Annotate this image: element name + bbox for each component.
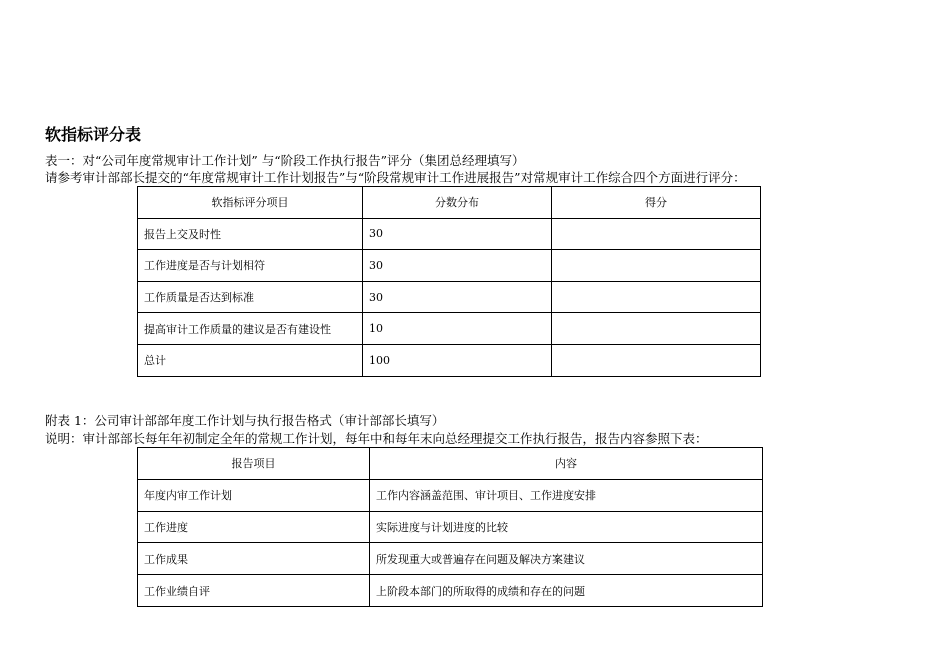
- row-content: 所发现重大或普遍存在问题及解决方案建议: [370, 543, 763, 575]
- table-row: [138, 218, 761, 250]
- report-format-table: [137, 447, 763, 607]
- table-row: [138, 575, 763, 607]
- row-item: 年度内审工作计划: [138, 479, 370, 511]
- column-header-item: 软指标评分项目: [138, 187, 363, 219]
- row-score-cell[interactable]: [552, 313, 761, 345]
- row-score-distribution: 10: [363, 313, 552, 345]
- table-row: [138, 479, 763, 511]
- row-content: 实际进度与计划进度的比较: [370, 511, 763, 543]
- row-score-distribution: 100: [363, 344, 552, 376]
- row-content: 工作内容涵盖范围、审计项目、工作进度安排: [370, 479, 763, 511]
- table-total-row: [138, 344, 761, 376]
- column-header-report-item: 报告项目: [138, 448, 370, 480]
- table1-caption: 表一：对“公司年度常规审计工作计划” 与“阶段工作执行报告”评分（集团总经理填写）: [45, 153, 525, 168]
- table2-caption: 附表 1：公司审计部部年度工作计划与执行报告格式（审计部部长填写）: [45, 413, 445, 428]
- row-item: 工作业绩自评: [138, 575, 370, 607]
- row-score-distribution: 30: [363, 218, 552, 250]
- table-header-row: [138, 448, 763, 480]
- row-score-distribution: 30: [363, 281, 552, 313]
- column-header-score-distribution: 分数分布: [363, 187, 552, 219]
- table-row: [138, 543, 763, 575]
- row-score-distribution: 30: [363, 250, 552, 282]
- soft-indicator-score-table: [137, 186, 761, 377]
- row-item: 工作进度: [138, 511, 370, 543]
- table-row: [138, 281, 761, 313]
- row-score-cell[interactable]: [552, 281, 761, 313]
- row-item: 工作进度是否与计划相符: [138, 250, 363, 282]
- row-content: 上阶段本部门的所取得的成绩和存在的问题: [370, 575, 763, 607]
- row-score-cell[interactable]: [552, 250, 761, 282]
- table2-instruction: 说明：审计部部长每年年初制定全年的常规工作计划，每年中和每年末向总经理提交工作执行报告，报告内容参照下表：: [45, 431, 708, 446]
- table-row: [138, 313, 761, 345]
- row-item: 提高审计工作质量的建议是否有建设性: [138, 313, 363, 345]
- row-item: 总计: [138, 344, 363, 376]
- row-score-cell[interactable]: [552, 344, 761, 376]
- row-item: 工作质量是否达到标准: [138, 281, 363, 313]
- table1-instruction: 请参考审计部部长提交的“年度常规审计工作计划报告”与“阶段常规审计工作进展报告”对常规审计工作综合四个方面进行评分：: [45, 170, 746, 185]
- row-item: 报告上交及时性: [138, 218, 363, 250]
- row-score-cell[interactable]: [552, 218, 761, 250]
- column-header-score: 得分: [552, 187, 761, 219]
- column-header-content: 内容: [370, 448, 763, 480]
- table-header-row: [138, 187, 761, 219]
- row-item: 工作成果: [138, 543, 370, 575]
- table-row: [138, 511, 763, 543]
- page-title: 软指标评分表: [45, 125, 142, 144]
- table-row: [138, 250, 761, 282]
